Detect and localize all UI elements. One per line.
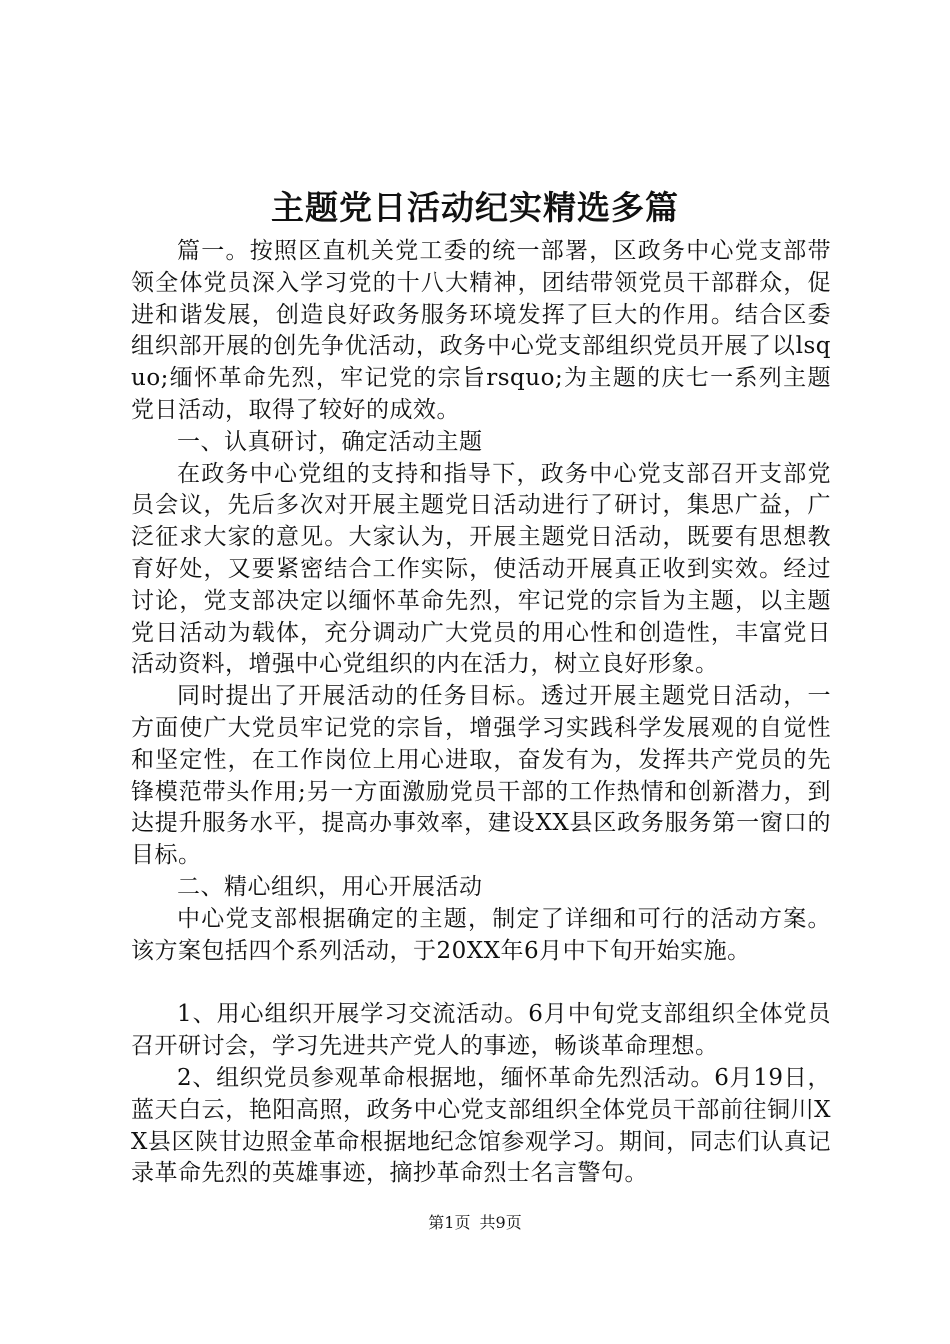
paragraph-intro: 篇一。按照区直机关党工委的统一部署，区政务中心党支部带领全体党员深入学习党的十八大精神，团结带领党员干部群众，促进和谐发展，创造良好政务服务环境发挥了巨大的作用。结合区委组织部开展的创先争优活动，政务中心党支部组织党员开展了以lsquo;缅怀革命先烈，牢记党的宗旨rsquo;为主题的庆七一系列主题党日活动，取得了较好的成效。: [131, 238, 831, 423]
document-body: [131, 236, 831, 1190]
document-title: 主题党日活动纪实精选多篇: [271, 188, 679, 227]
paragraph: 在政务中心党组的支持和指导下，政务中心党支部召开支部党员会议，先后多次对开展主题党日活动进行了研讨，集思广益，广泛征求大家的意见。大家认为，开展主题党日活动，既要有思想教育好处，又要紧密结合工作实际，使活动开展真正收到实效。经过讨论，党支部决定以缅怀革命先烈，牢记党的宗旨为主题，以主题党日活动为载体，充分调动广大党员的用心性和创造性，丰富党日活动资料，增强中心党组织的内在活力，树立良好形象。: [131, 460, 831, 678]
list-item-1: 1、用心组织开展学习交流活动。6月中旬党支部组织全体党员召开研讨会，学习先进共产党人的事迹，畅谈革命理想。: [131, 1001, 831, 1060]
list-item-2: 2、组织党员参观革命根据地，缅怀革命先烈活动。6月19日，蓝天白云，艳阳高照，政务中心党支部组织全体党员干部前往铜川XX县区陕甘边照金革命根据地纪念馆参观学习。期间，同志们认真记录革命先烈的英雄事迹，摘抄革命烈士名言警句。: [131, 1064, 831, 1187]
page-footer: [0, 1212, 950, 1234]
page-total: 共9页: [479, 1213, 522, 1232]
page-number: 第1页: [428, 1213, 471, 1232]
paragraph: 中心党支部根据确定的主题，制定了详细和可行的活动方案。该方案包括四个系列活动，于20XX年6月中下旬开始实施。: [131, 905, 831, 964]
paragraph: 同时提出了开展活动的任务目标。透过开展主题党日活动，一方面使广大党员牢记党的宗旨，增强学习实践科学发展观的自觉性和坚定性，在工作岗位上用心进取，奋发有为，发挥共产党员的先锋模范带头作用;另一方面激励党员干部的工作热情和创新潜力，到达提升服务水平，提高办事效率，建设XX县区政务服务第一窗口的目标。: [131, 683, 831, 869]
section-heading-1: 一、认真研讨，确定活动主题: [177, 428, 483, 455]
section-heading-2: 二、精心组织，用心开展活动: [177, 873, 483, 900]
